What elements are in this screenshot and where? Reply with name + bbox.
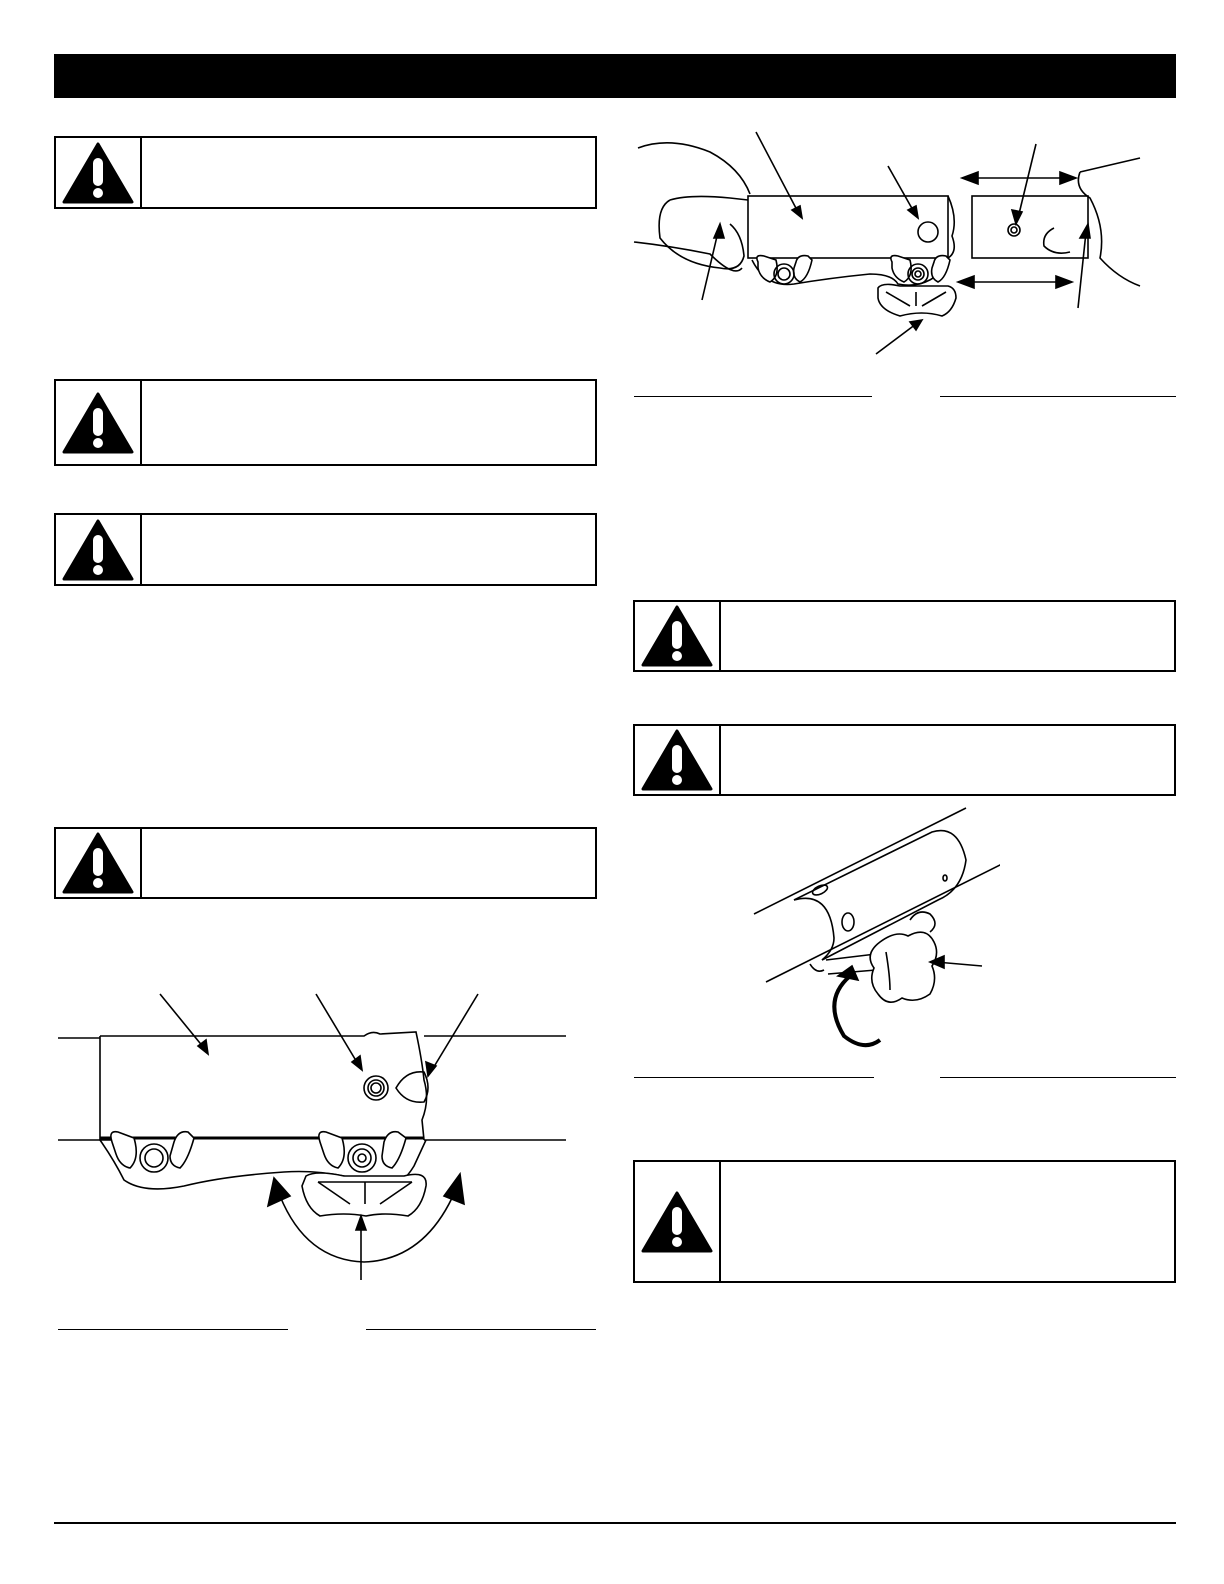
warning-box-2 bbox=[54, 379, 597, 466]
header-bar bbox=[54, 54, 1176, 98]
caption-rule-right-d bbox=[940, 1077, 1176, 1078]
warning-box-5 bbox=[633, 600, 1176, 672]
warning-triangle-icon bbox=[56, 829, 142, 897]
warning-triangle-icon bbox=[635, 1162, 721, 1281]
warning-triangle-icon bbox=[635, 602, 721, 670]
warning-triangle-icon bbox=[56, 138, 142, 207]
caption-rule-right-b bbox=[940, 396, 1176, 397]
warning-triangle-icon bbox=[56, 381, 142, 464]
footer-rule bbox=[54, 1522, 1176, 1524]
warning-box-7 bbox=[633, 1160, 1176, 1283]
warning-triangle-icon bbox=[635, 726, 721, 794]
caption-rule-left-b bbox=[366, 1329, 596, 1330]
warning-box-6 bbox=[633, 724, 1176, 796]
coupler-figure bbox=[54, 990, 597, 1290]
shaft-separation-figure bbox=[630, 128, 1176, 358]
knob-tightening-figure bbox=[740, 804, 1000, 1060]
warning-box-4 bbox=[54, 827, 597, 899]
caption-rule-left-a bbox=[58, 1329, 288, 1330]
warning-box-3 bbox=[54, 513, 597, 586]
caption-rule-right-c bbox=[634, 1077, 874, 1078]
warning-box-1 bbox=[54, 136, 597, 209]
warning-triangle-icon bbox=[56, 515, 142, 584]
caption-rule-right-a bbox=[634, 396, 872, 397]
